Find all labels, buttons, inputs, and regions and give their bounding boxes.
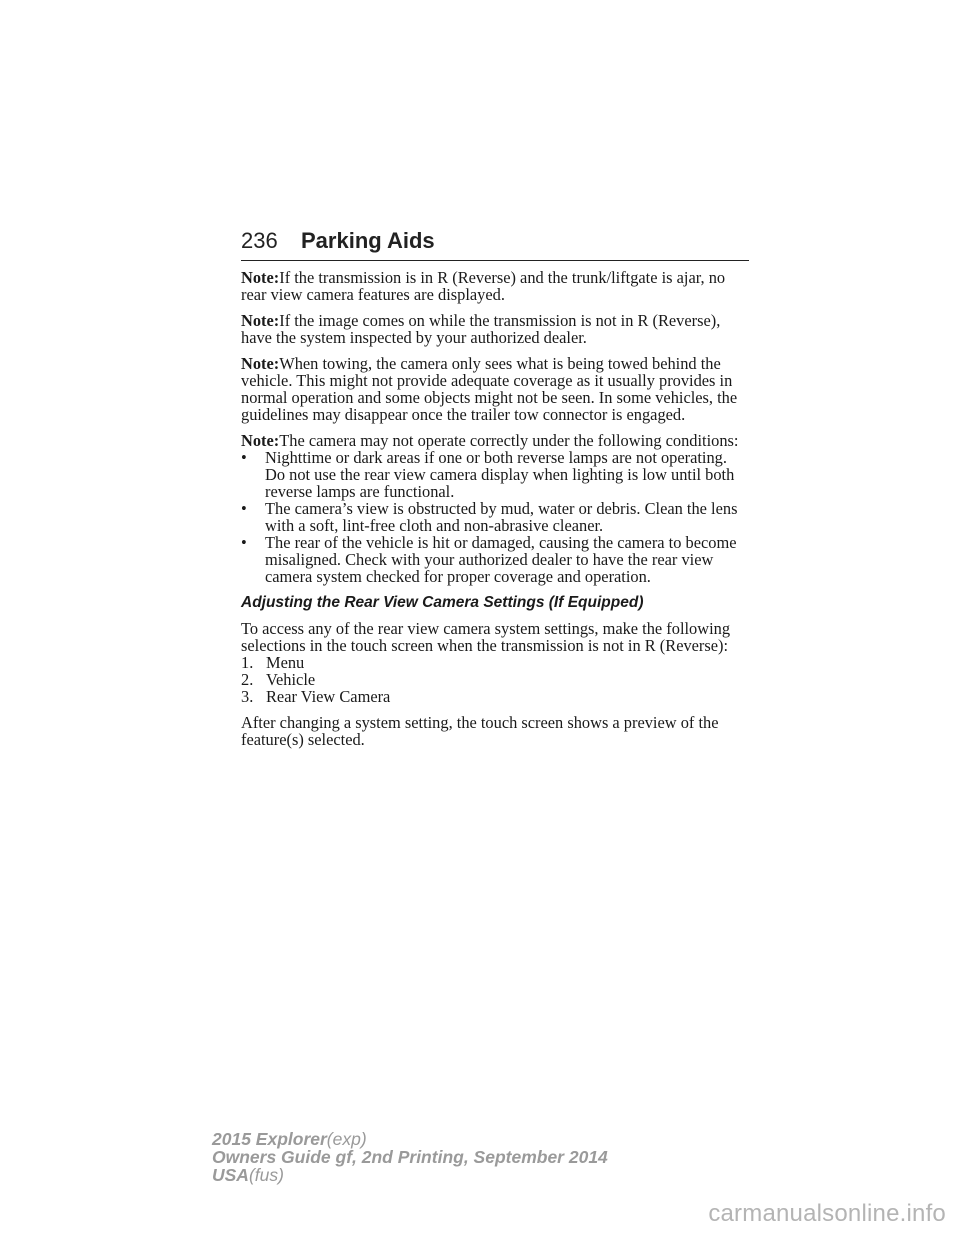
step-text: Rear View Camera — [266, 687, 391, 706]
list-item-text: Nighttime or dark areas if one or both reverse lamps are not operating. Do not use the rear view camera display when lighting is low until both reverse lamps are functional. — [265, 448, 735, 501]
note-text: The camera may not operate correctly under the following conditions: — [279, 431, 739, 450]
footer-model-line — [212, 1130, 632, 1148]
footer-market-line — [212, 1166, 632, 1184]
step-item — [241, 688, 751, 705]
watermark-text: carmanualsonline.info — [708, 1200, 946, 1227]
page-number: 236 — [241, 228, 278, 253]
step-text: Menu — [266, 653, 305, 672]
note-label: Note: — [241, 268, 280, 287]
bullet-icon: • — [241, 533, 247, 552]
section-intro: To access any of the rear view camera system settings, make the following selections in the touch screen when the transmission is not in R (Reverse): — [241, 619, 731, 655]
list-item-text: The camera’s view is obstructed by mud, water or debris. Clean the lens with a soft, lint-free cloth and non-abrasive cleaner. — [265, 499, 738, 535]
note-conditions — [241, 432, 751, 449]
bullet-icon: • — [241, 499, 247, 518]
note-text: When towing, the camera only sees what is being towed behind the vehicle. This might not provide adequate coverage as it usually provides in normal operation and some objects might not be seen. In some vehicles, the guidelines may disappear once the trailer tow connector is engaged. — [241, 354, 738, 424]
note-label: Note: — [241, 354, 280, 373]
step-number: 1. — [241, 653, 254, 672]
header-divider — [241, 260, 749, 261]
footer-market: USA — [212, 1165, 249, 1185]
list-item — [241, 449, 751, 500]
note-label: Note: — [241, 311, 280, 330]
step-number: 3. — [241, 687, 254, 706]
page-footer — [212, 1130, 632, 1184]
step-number: 2. — [241, 670, 254, 689]
note-label: Note: — [241, 431, 280, 450]
section-heading: Adjusting the Rear View Camera Settings (If Equipped) — [241, 594, 644, 611]
list-item-text: The rear of the vehicle is hit or damaged, causing the camera to become misaligned. Check with your authorized dealer to have the rear view camera system checked for proper coverage and operation. — [265, 533, 737, 586]
bullet-icon: • — [241, 448, 247, 467]
note-transmission-ajar — [241, 269, 751, 303]
list-item — [241, 534, 751, 585]
footer-market-code: (fus) — [248, 1165, 284, 1185]
footer-model-code: (exp) — [326, 1129, 367, 1149]
step-item — [241, 671, 751, 688]
conditions-list — [241, 449, 751, 585]
note-image-not-reverse — [241, 312, 751, 346]
step-text: Vehicle — [266, 670, 316, 689]
note-text: If the image comes on while the transmission is not in R (Reverse), have the system inspected by your authorized dealer. — [241, 311, 721, 347]
footer-printing: Owners Guide gf, 2nd Printing, September 2014 — [212, 1147, 608, 1167]
note-text: If the transmission is in R (Reverse) and the trunk/liftgate is ajar, no rear view camera features are displayed. — [241, 268, 726, 304]
note-towing — [241, 355, 751, 423]
list-item — [241, 500, 751, 534]
section-outro: After changing a system setting, the touch screen shows a preview of the feature(s) selected. — [241, 713, 719, 749]
step-item — [241, 654, 751, 671]
steps-list — [241, 654, 751, 705]
page-title: Parking Aids — [301, 228, 435, 253]
footer-model: 2015 Explorer — [212, 1129, 327, 1149]
page-body — [241, 269, 751, 757]
